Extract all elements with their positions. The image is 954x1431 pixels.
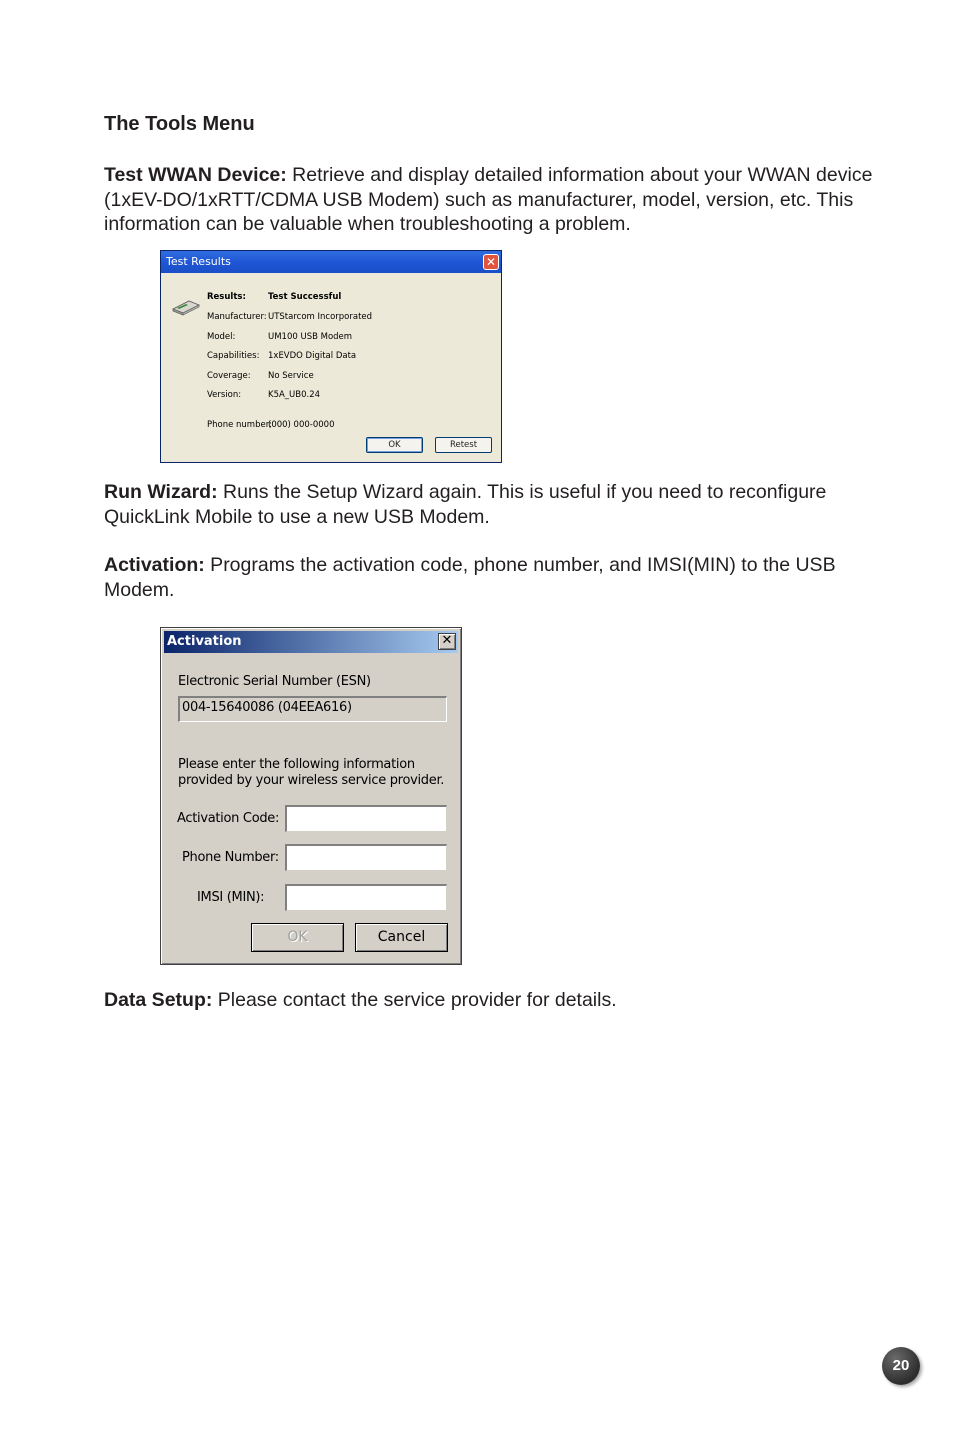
activation-paragraph <box>104 553 894 602</box>
phone-number-input[interactable] <box>285 844 447 871</box>
imsi-label: IMSI (MIN): <box>197 890 265 905</box>
run-wizard-paragraph <box>104 480 894 529</box>
run-wizard-term: Run Wizard: <box>104 481 218 503</box>
version-value: K5A_UB0.24 <box>268 390 321 400</box>
coverage-value: No Service <box>268 371 314 381</box>
ok-button[interactable]: OK <box>251 923 344 952</box>
model-label: Model: <box>207 332 236 342</box>
manufacturer-value: UTStarcom Incorporated <box>268 312 373 322</box>
phone-number-label: Phone Number: <box>182 850 279 865</box>
instructions-line-1: Please enter the following information <box>178 757 415 772</box>
phone-number-value: (000) 000-0000 <box>268 420 335 430</box>
activation-titlebar <box>164 631 458 653</box>
test-wwan-paragraph <box>104 163 894 237</box>
data-setup-paragraph <box>104 988 894 1013</box>
activation-body: Programs the activation code, phone number, and IMSI(MIN) to the USB Modem. <box>104 554 836 601</box>
imsi-input[interactable] <box>285 884 447 911</box>
run-wizard-body: Runs the Setup Wizard again. This is useful if you need to reconfigure QuickLink Mobile to use a new USB Modem. <box>104 481 827 528</box>
test-wwan-term: Test WWAN Device: <box>104 164 287 186</box>
test-results-dialog <box>160 250 502 463</box>
retest-button[interactable]: Retest <box>435 437 492 453</box>
activation-code-label: Activation Code: <box>177 811 280 826</box>
instructions-line-2: provided by your wireless service provider. <box>178 773 445 788</box>
esn-field: 004-15640086 (04EEA616) <box>178 696 447 722</box>
activation-code-input[interactable] <box>285 805 447 832</box>
model-value: UM100 USB Modem <box>268 332 353 342</box>
manufacturer-label: Manufacturer: <box>207 312 267 322</box>
data-setup-body: Please contact the service provider for details. <box>212 989 617 1011</box>
capabilities-value: 1xEVDO Digital Data <box>268 351 357 361</box>
ok-button[interactable]: OK <box>366 437 423 453</box>
coverage-label: Coverage: <box>207 371 251 381</box>
test-wwan-body: Retrieve and display detailed information about your WWAN device (1xEV-DO/1xRTT/CDMA USB Modem) such as manufacturer, model, version, etc. This information can be valuable when troubleshooting a problem. <box>104 164 873 235</box>
results-label: Results: <box>207 292 246 302</box>
usb-modem-icon <box>171 295 201 317</box>
data-setup-term: Data Setup: <box>104 989 213 1011</box>
test-results-title: Test Results <box>166 255 231 268</box>
capabilities-label: Capabilities: <box>207 351 260 361</box>
results-value: Test Successful <box>268 292 342 302</box>
activation-term: Activation: <box>104 554 205 576</box>
phone-number-label: Phone number: <box>207 420 272 430</box>
section-heading: The Tools Menu <box>104 113 255 135</box>
test-results-titlebar <box>161 251 501 273</box>
version-label: Version: <box>207 390 242 400</box>
close-icon[interactable]: ✕ <box>438 633 456 650</box>
close-icon[interactable]: ✕ <box>483 254 499 270</box>
page-number-badge: 20 <box>882 1347 920 1385</box>
cancel-button[interactable]: Cancel <box>355 923 448 952</box>
activation-title: Activation <box>167 634 242 649</box>
esn-label: Electronic Serial Number (ESN) <box>178 674 371 689</box>
activation-dialog <box>160 627 462 965</box>
